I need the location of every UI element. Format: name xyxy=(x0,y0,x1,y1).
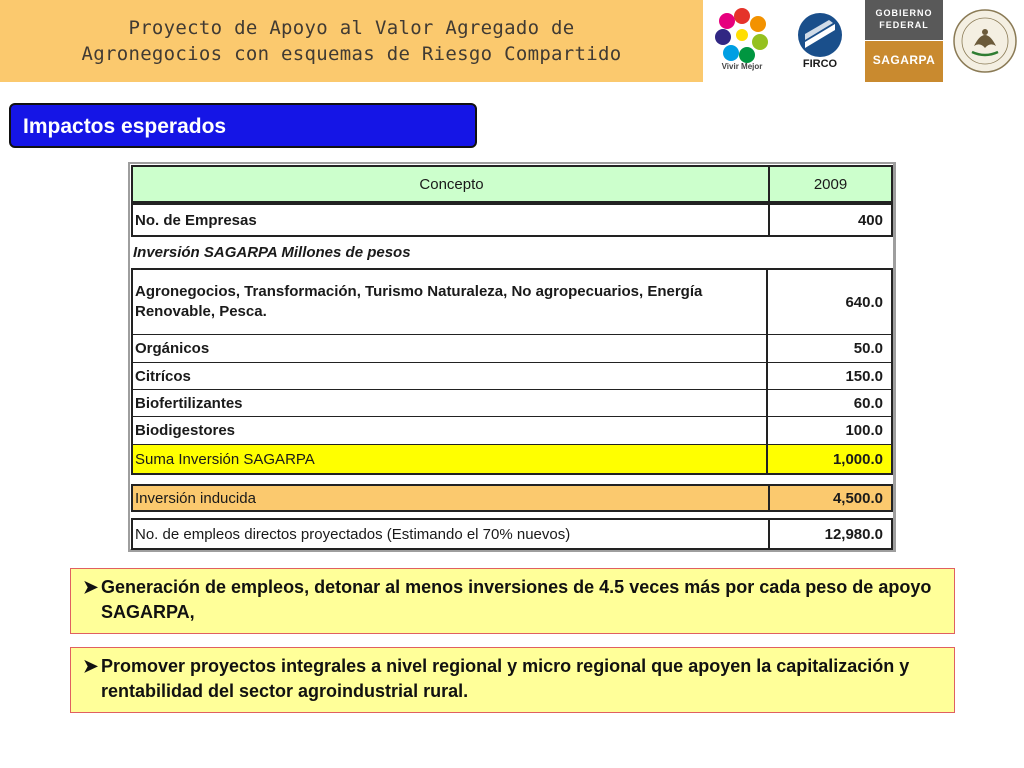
table-row xyxy=(133,270,891,334)
table-row xyxy=(133,416,891,444)
logo-strip xyxy=(703,0,1024,82)
row-label: Orgánicos xyxy=(135,340,210,357)
inversion-section-label: Inversión SAGARPA Millones de pesos xyxy=(133,244,411,261)
row-value: 60.0 xyxy=(766,390,891,416)
flower-icon xyxy=(711,4,773,66)
empresas-label: No. de Empresas xyxy=(135,211,257,229)
table-row-inducida xyxy=(131,484,893,512)
eagle-seal-icon xyxy=(952,8,1018,74)
bullet-text: Promover proyectos integrales a nivel regional y micro regional que apoyen la capitalización y rentabilidad del sector agroindustrial rural. xyxy=(101,656,910,701)
national-seal-logo xyxy=(949,0,1021,82)
empresas-value: 400 xyxy=(768,205,891,235)
row-label: Biofertilizantes xyxy=(135,394,243,412)
row-value: 640.0 xyxy=(766,270,891,334)
header-banner xyxy=(0,0,703,82)
gobierno-line1: GOBIERNO xyxy=(875,8,933,18)
gobierno-federal-block xyxy=(865,0,943,40)
row-label: Biodigestores xyxy=(135,422,236,439)
firco-caption: FIRCO xyxy=(802,58,838,70)
header-title-line1: Proyecto de Apoyo al Valor Agregado de xyxy=(128,17,575,39)
empleos-value: 12,980.0 xyxy=(768,520,891,548)
bullet-item xyxy=(70,568,955,634)
table-row-empleos xyxy=(131,518,893,550)
table-header-row xyxy=(131,165,893,203)
vivir-mejor-logo xyxy=(711,0,773,82)
header-title-line2: Agronegocios con esquemas de Riesgo Compartido xyxy=(81,43,622,65)
firco-logo xyxy=(789,0,851,82)
gobierno-federal-logo xyxy=(865,0,943,82)
sagarpa-label: SAGARPA xyxy=(865,41,943,82)
table-row xyxy=(133,334,891,362)
firco-emblem-icon xyxy=(795,10,845,60)
empleos-label: No. de empleos directos proyectados (Estimando el 70% nuevos) xyxy=(135,525,571,543)
table-row xyxy=(133,362,891,389)
row-value: 50.0 xyxy=(766,335,891,362)
suma-label: Suma Inversión SAGARPA xyxy=(135,450,315,468)
vivir-mejor-caption: Vivir Mejor xyxy=(721,62,763,71)
arrow-bullet-icon: ➤ xyxy=(83,656,99,676)
row-value: 150.0 xyxy=(766,363,891,389)
header-year: 2009 xyxy=(768,167,891,201)
bullet-text: Generación de empleos, detonar al menos inversiones de 4.5 veces más por cada peso de apoyo SAGARPA, xyxy=(101,577,932,622)
arrow-bullet-icon: ➤ xyxy=(83,577,99,597)
table-row-suma xyxy=(133,444,891,473)
table-row xyxy=(133,389,891,416)
suma-value: 1,000.0 xyxy=(766,445,891,473)
section-title: Impactos esperados xyxy=(23,115,227,138)
inducida-label: Inversión inducida xyxy=(135,489,256,507)
row-label: Citrícos xyxy=(135,367,191,385)
row-value: 100.0 xyxy=(766,417,891,444)
table-row-empresas xyxy=(131,203,893,237)
bullet-item xyxy=(70,647,955,713)
gobierno-line2: FEDERAL xyxy=(879,20,929,30)
inducida-value: 4,500.0 xyxy=(768,486,891,510)
section-title-tab xyxy=(9,103,477,148)
header-concept: Concepto xyxy=(419,175,484,193)
inversion-group xyxy=(131,268,893,475)
row-label: Agronegocios, Transformación, Turismo Naturaleza, No agropecuarios, Energía Renovable, Pesca. xyxy=(135,283,703,320)
